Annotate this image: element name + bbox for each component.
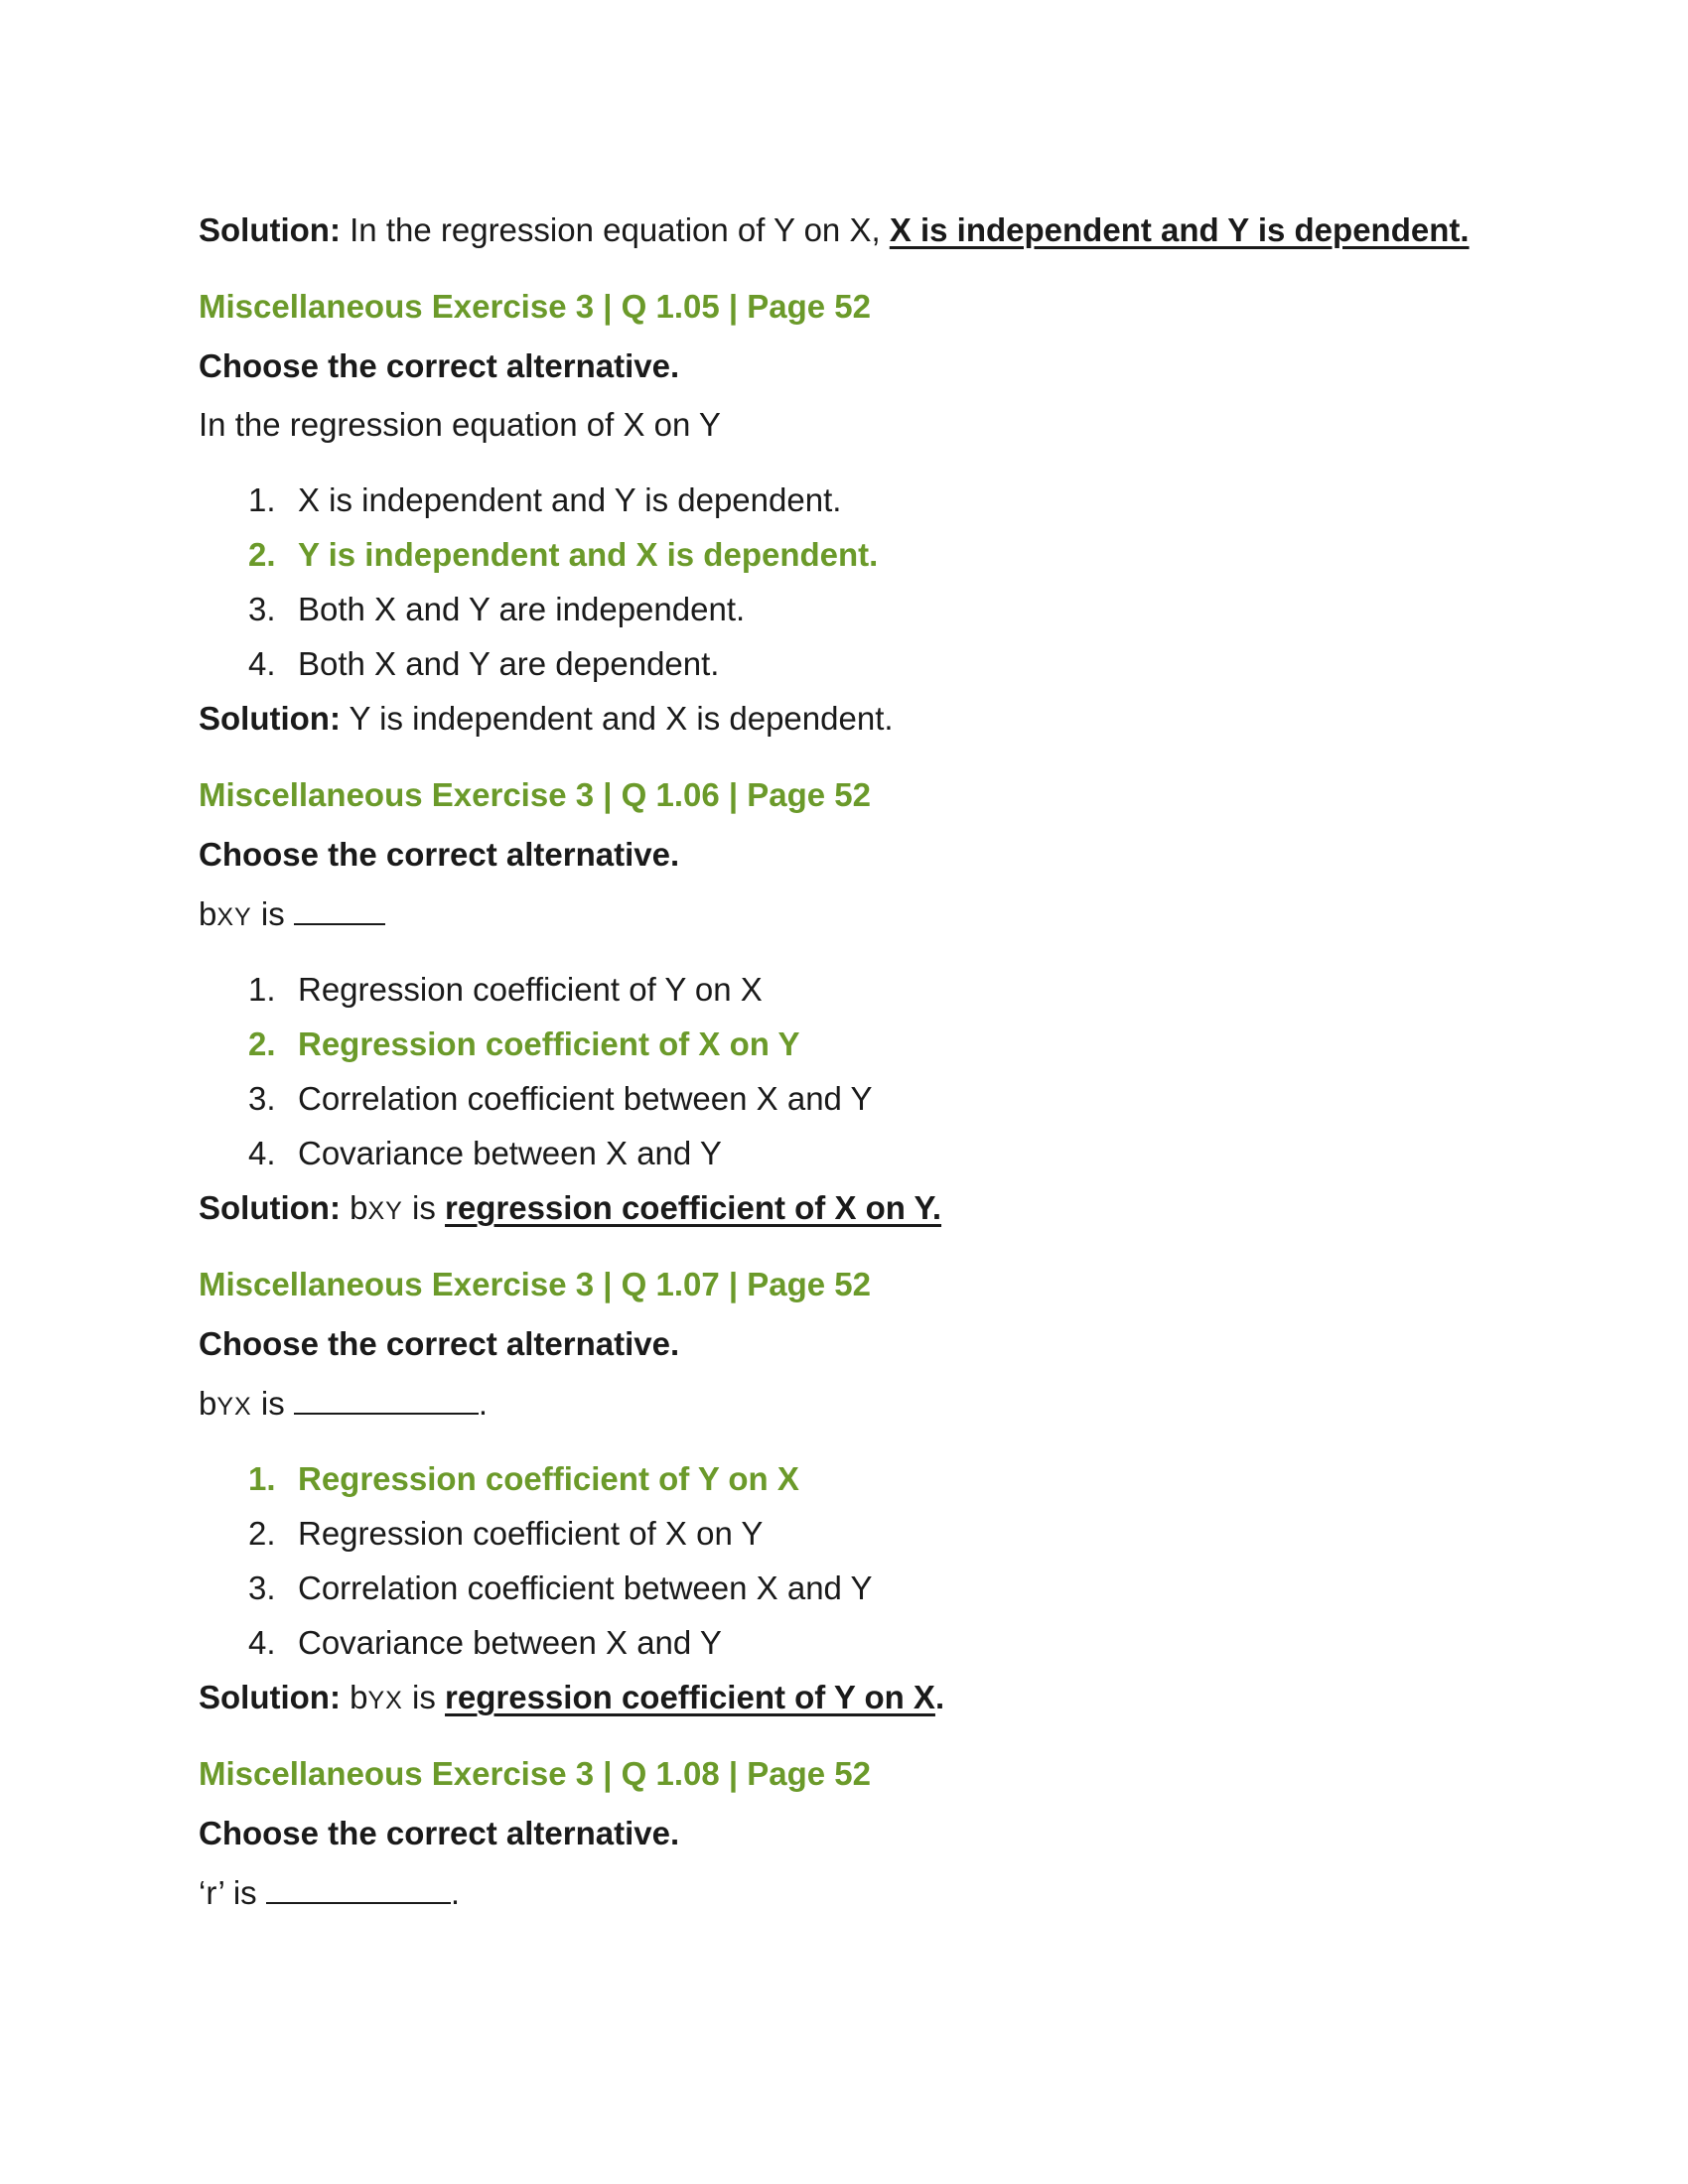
question-b: b: [199, 1385, 217, 1422]
option-text: Both X and Y are independent.: [298, 591, 746, 627]
option-text: Regression coefficient of Y on X: [298, 971, 763, 1008]
solution-label: Solution:: [199, 1679, 341, 1715]
q107-solution: [199, 1676, 944, 1722]
question-is: is: [251, 1385, 294, 1422]
solution-end: .: [934, 1679, 945, 1715]
option-item: [199, 642, 878, 697]
option-text: Correlation coefficient between X and Y: [298, 1080, 873, 1117]
q108-instruction: Choose the correct alternative.: [199, 1815, 680, 1851]
option-number: 3.: [248, 591, 276, 627]
solution-answer: X is independent and Y is dependent.: [889, 211, 1470, 248]
solution-answer: regression coefficient of Y on X: [445, 1679, 935, 1715]
option-number: 2.: [248, 1515, 276, 1552]
option-item: [199, 588, 878, 642]
question-end: .: [478, 1385, 489, 1422]
solution-is: is: [402, 1189, 446, 1226]
solution-subscript: YX: [367, 1687, 403, 1714]
answer-blank: [294, 893, 385, 925]
option-text: Covariance between X and Y: [298, 1135, 722, 1171]
option-item-correct: [199, 1457, 872, 1512]
answer-blank: [294, 1383, 479, 1415]
q107-question: [199, 1382, 488, 1429]
q106-options: [199, 968, 872, 1186]
q105-solution: [199, 697, 894, 741]
q107-options: [199, 1457, 872, 1676]
option-text: Regression coefficient of Y on X: [298, 1460, 799, 1497]
option-number: 3.: [248, 1080, 276, 1117]
option-item: [199, 1077, 872, 1132]
option-number: 4.: [248, 645, 276, 682]
q107-heading[interactable]: Miscellaneous Exercise 3 | Q 1.07 | Page 52: [199, 1266, 872, 1302]
option-text: Regression coefficient of X on Y: [298, 1515, 764, 1552]
solution-b: b: [340, 1679, 368, 1715]
question-subscript: XY: [216, 903, 252, 931]
option-text: X is independent and Y is dependent.: [298, 481, 842, 518]
q106-instruction: Choose the correct alternative.: [199, 836, 680, 873]
option-number: 1.: [248, 1460, 276, 1497]
option-item: [199, 1567, 872, 1621]
option-number: 1.: [248, 481, 276, 518]
solution-answer: regression coefficient of X on Y.: [445, 1189, 942, 1226]
option-text: Regression coefficient of X on Y: [298, 1025, 800, 1062]
option-number: 2.: [248, 536, 276, 573]
option-text: Correlation coefficient between X and Y: [298, 1570, 873, 1606]
option-text: Y is independent and X is dependent.: [298, 536, 879, 573]
solution-is: is: [402, 1679, 446, 1715]
option-number: 1.: [248, 971, 276, 1008]
solution-b: b: [340, 1189, 368, 1226]
option-item-correct: [199, 533, 878, 588]
solution-label: Solution:: [199, 211, 341, 248]
option-text: Both X and Y are dependent.: [298, 645, 720, 682]
solution-subscript: XY: [367, 1197, 403, 1225]
solution-text: Y is independent and X is dependent.: [340, 700, 894, 737]
solution-text: In the regression equation of Y on X,: [340, 211, 890, 248]
solution-label: Solution:: [199, 1189, 341, 1226]
option-item: [199, 1621, 872, 1676]
q105-instruction: Choose the correct alternative.: [199, 347, 680, 384]
q105-heading[interactable]: Miscellaneous Exercise 3 | Q 1.05 | Page 52: [199, 288, 872, 325]
option-text: Covariance between X and Y: [298, 1624, 722, 1661]
q108-question: [199, 1871, 460, 1915]
solution-label: Solution:: [199, 700, 341, 737]
option-number: 4.: [248, 1135, 276, 1171]
q105-options: [199, 478, 878, 697]
q106-solution: [199, 1186, 941, 1233]
option-number: 2.: [248, 1025, 276, 1062]
answer-blank: [266, 1872, 451, 1904]
option-item: [199, 1512, 872, 1567]
top-solution: [199, 208, 1470, 252]
option-number: 4.: [248, 1624, 276, 1661]
question-b: b: [199, 895, 217, 932]
option-item-correct: [199, 1023, 872, 1077]
option-item: [199, 478, 878, 533]
q107-instruction: Choose the correct alternative.: [199, 1325, 680, 1362]
question-is: is: [251, 895, 294, 932]
question-end: .: [450, 1874, 460, 1911]
option-item: [199, 968, 872, 1023]
q106-heading[interactable]: Miscellaneous Exercise 3 | Q 1.06 | Page 52: [199, 776, 872, 813]
question-r: ‘r’ is: [199, 1874, 266, 1911]
option-number: 3.: [248, 1570, 276, 1606]
q105-question: In the regression equation of X on Y: [199, 406, 721, 443]
q108-heading[interactable]: Miscellaneous Exercise 3 | Q 1.08 | Page 52: [199, 1755, 872, 1792]
q106-question: [199, 892, 385, 939]
option-item: [199, 1132, 872, 1186]
question-subscript: YX: [216, 1393, 252, 1421]
